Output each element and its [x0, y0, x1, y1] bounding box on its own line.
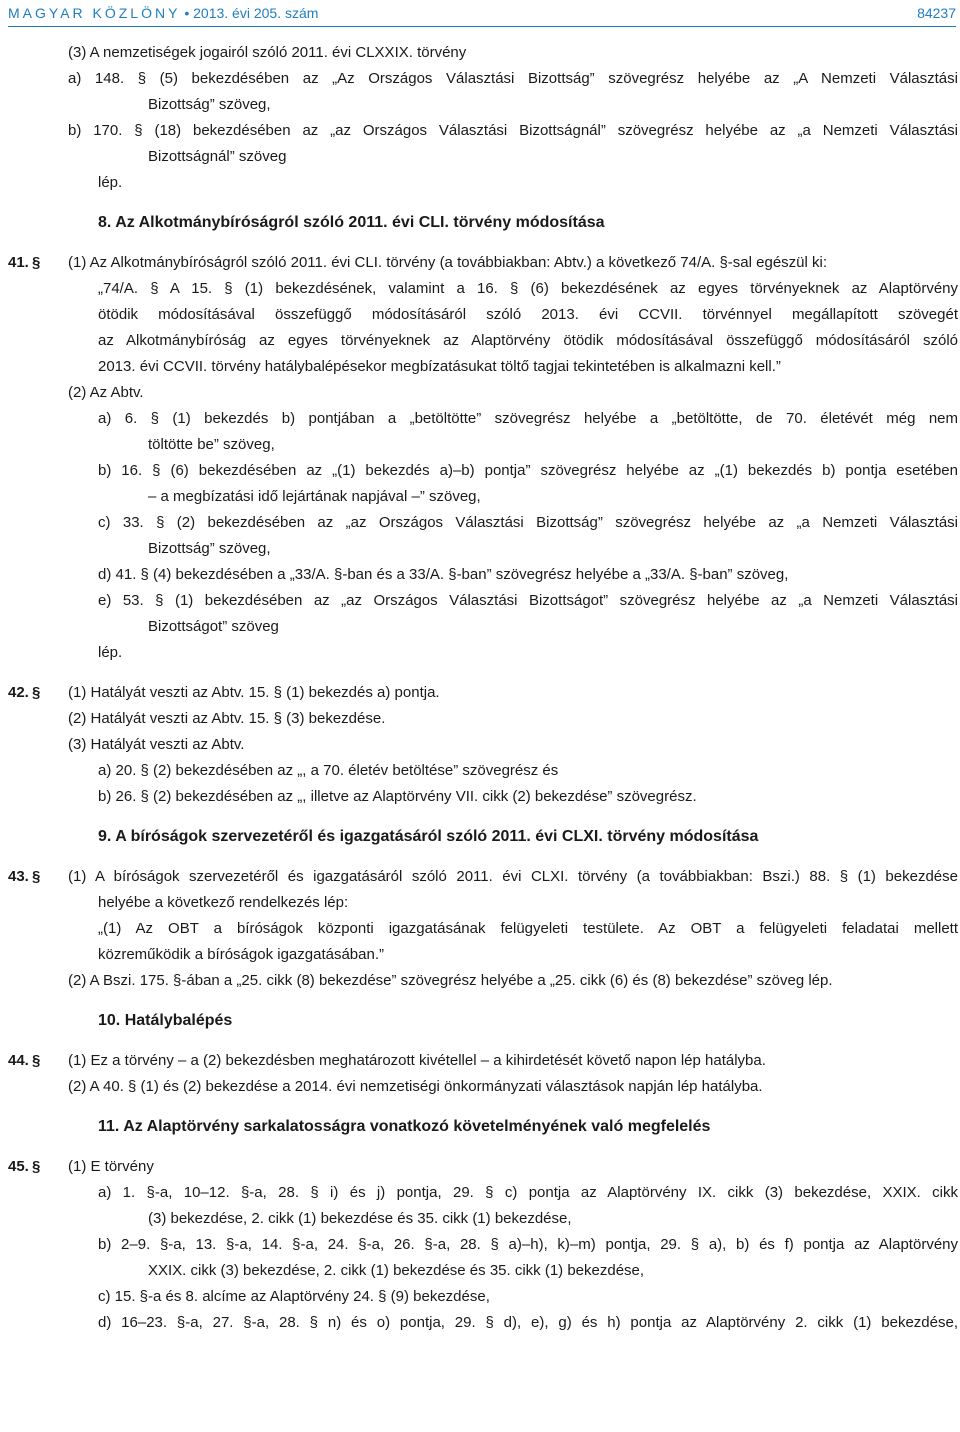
text-line [8, 732, 958, 758]
line-text: d) 41. § (4) bekezdésében a „33/A. §-ban és a 33/A. §-ban” szövegrész helyébe a „33/A. §-ban” szöveg, [98, 566, 789, 583]
line-text: 11. Az Alaptörvény sarkalatosságra vonatkozó követelményének való megfelelés [98, 1118, 711, 1135]
text-line [8, 170, 958, 196]
text-line [8, 144, 958, 170]
section-number: 42. [8, 684, 29, 701]
line-text: lép. [98, 644, 123, 661]
text-line [8, 458, 958, 484]
text-line [8, 588, 958, 614]
section-heading [8, 1008, 958, 1034]
paragraph-gap [8, 1034, 958, 1048]
line-text: Bizottságnál” szöveg [148, 148, 287, 165]
paragraph-gap [8, 850, 958, 864]
line-text: (3) bekezdése, 2. cikk (1) bekezdése és 35. cikk (1) bekezdése, [148, 1210, 572, 1227]
paragraph-gap [8, 1100, 958, 1114]
line-text: (2) Az Abtv. [68, 384, 144, 401]
line-text: a) 6. § (1) bekezdés b) pontjában a „betöltötte” szövegrész helyébe a „betöltötte, de 70. életévét még nem [98, 410, 958, 427]
section-number: 43. [8, 868, 29, 885]
line-text: (1) Ez a törvény – a (2) bekezdésben meghatározott kivétellel – a kihirdetését követő napon lép hatályba. [68, 1052, 766, 1069]
paragraph-gap [8, 1140, 958, 1154]
line-text: (2) Hatályát veszti az Abtv. 15. § (3) bekezdése. [68, 710, 386, 727]
section-heading [8, 210, 958, 236]
line-text: b) 16. § (6) bekezdésében az „(1) bekezdés a)–b) pontja” szövegrész helyébe az „(1) bekezdés b) pontja esetében [98, 462, 958, 479]
line-text: 2013. évi CCVII. törvény hatálybalépésekor megbízatásukat töltő tagjai tekintetében is alkalmazni kell.” [98, 358, 781, 375]
line-text: e) 53. § (1) bekezdésében az „az Országos Választási Bizottságot” szövegrész helyébe az „a Nemzeti Választási [98, 592, 958, 609]
line-text: közreműködik a bíróságok igazgatásában.” [98, 946, 384, 963]
line-text: c) 15. §-a és 8. alcíme az Alaptörvény 24. § (9) bekezdése, [98, 1288, 490, 1305]
text-line [8, 1048, 958, 1074]
line-text: lép. [98, 174, 123, 191]
line-text: b) 26. § (2) bekezdésében az „, illetve az Alaptörvény VII. cikk (2) bekezdése” szövegrész. [98, 788, 697, 805]
section-heading [8, 1114, 958, 1140]
journal-title: MAGYAR KÖZLÖNY [8, 5, 181, 21]
line-text: helyébe a következő rendelkezés lép: [98, 894, 349, 911]
line-text: – a megbízatási idő lejártának napjával –” szöveg, [148, 488, 481, 505]
text-line [8, 1074, 958, 1100]
paragraph-gap [8, 994, 958, 1008]
text-line [8, 1284, 958, 1310]
text-line [8, 1258, 958, 1284]
text-line [8, 406, 958, 432]
text-line [8, 968, 958, 994]
line-text: d) 16–23. §-a, 27. §-a, 28. § n) és o) pontja, 29. § d), e), g) és h) pontja az Alaptörvény 2. cikk (1) bekezdése, [98, 1314, 958, 1331]
text-line [8, 1180, 958, 1206]
text-line [8, 328, 958, 354]
section-sign: § [32, 1158, 41, 1175]
line-text: (1) Az Alkotmánybíróságról szóló 2011. évi CLI. törvény (a továbbiakban: Abtv.) a következő 74/A. §-sal egészül ki: [68, 254, 828, 271]
text-line [8, 1154, 958, 1180]
header-rule [8, 26, 956, 27]
line-text: Bizottságot” szöveg [148, 618, 279, 635]
line-text: Bizottság” szöveg, [148, 96, 271, 113]
issue-label: • 2013. évi 205. szám [184, 5, 319, 21]
line-text: (3) Hatályát veszti az Abtv. [68, 736, 245, 753]
line-text: (1) A bíróságok szervezetéről és igazgatásáról szóló 2011. évi CLXI. törvény (a továbbiakban: Bszi.) 88. § (1) bekezdése [68, 868, 958, 885]
text-line [8, 758, 958, 784]
text-line [8, 1232, 958, 1258]
text-line [8, 380, 958, 406]
section-number: 45. [8, 1158, 29, 1175]
text-line [8, 706, 958, 732]
paragraph-gap [8, 236, 958, 250]
text-line [8, 864, 958, 890]
text-line [8, 680, 958, 706]
text-line [8, 510, 958, 536]
text-line [8, 916, 958, 942]
line-text: a) 1. §-a, 10–12. §-a, 28. § i) és j) pontja, 29. § c) pontja az Alaptörvény IX. cikk (3) bekezdése, XXIX. cikk [98, 1184, 958, 1201]
text-line [8, 484, 958, 510]
line-text: „74/A. § A 15. § (1) bekezdésének, valamint a 16. § (6) bekezdésének az egyes törvényeknek az Alaptörvény [98, 280, 958, 297]
line-text: (1) Hatályát veszti az Abtv. 15. § (1) bekezdés a) pontja. [68, 684, 440, 701]
section-sign: § [32, 684, 41, 701]
line-text: a) 148. § (5) bekezdésében az „Az Országos Választási Bizottság” szövegrész helyébe az „A Nemzeti Választási [68, 70, 958, 87]
paragraph-gap [8, 196, 958, 210]
section-heading [8, 824, 958, 850]
line-text: „(1) Az OBT a bíróságok központi igazgatásának felügyeleti testülete. Az OBT a felügyeleti feladatai mellett [98, 920, 958, 937]
text-line [8, 942, 958, 968]
text-line [8, 614, 958, 640]
text-line [8, 536, 958, 562]
text-line [8, 784, 958, 810]
line-text: (3) A nemzetiségek jogairól szóló 2011. évi CLXXIX. törvény [68, 44, 467, 61]
journal-header [8, 0, 318, 26]
line-text: Bizottság” szöveg, [148, 540, 271, 557]
line-text: 10. Hatálybalépés [98, 1012, 233, 1029]
text-line [8, 1310, 958, 1336]
text-line [8, 118, 958, 144]
line-text: b) 170. § (18) bekezdésében az „az Országos Választási Bizottságnál” szövegrész helyébe az „a Nemzeti Választási [68, 122, 958, 139]
line-text: a) 20. § (2) bekezdésében az „, a 70. életév betöltése” szövegrész és [98, 762, 559, 779]
section-number: 44. [8, 1052, 29, 1069]
text-line [8, 276, 958, 302]
text-line [8, 890, 958, 916]
page-number: 84237 [917, 5, 956, 21]
text-line [8, 354, 958, 380]
line-text: 8. Az Alkotmánybíróságról szóló 2011. évi CLI. törvény módosítása [98, 214, 605, 231]
line-text: az Alkotmánybíróság az egyes törvényeknek az Alaptörvény ötödik módosításával összefüggő módosításáról szóló [98, 332, 958, 349]
text-line [8, 40, 958, 66]
paragraph-gap [8, 666, 958, 680]
section-sign: § [32, 254, 41, 271]
text-line [8, 302, 958, 328]
text-line [8, 92, 958, 118]
line-text: c) 33. § (2) bekezdésében az „az Országos Választási Bizottság” szövegrész helyébe az „a Nemzeti Választási [98, 514, 958, 531]
text-line [8, 66, 958, 92]
line-text: (2) A Bszi. 175. §-ában a „25. cikk (8) bekezdése” szövegrész helyébe a „25. cikk (6) és (8) bekezdése” szöveg lép. [68, 972, 833, 989]
text-line [8, 250, 958, 276]
line-text: ötödik módosításával összefüggő módosításáról szóló 2013. évi CCVII. törvénnyel megállapított szövegét [98, 306, 958, 323]
line-text: b) 2–9. §-a, 13. §-a, 14. §-a, 24. §-a, 26. §-a, 28. § a)–h), k)–m) pontja, 29. § a), b) és f) pontja az Alaptörvény [98, 1236, 958, 1253]
text-line [8, 1206, 958, 1232]
section-sign: § [32, 868, 41, 885]
text-line [8, 432, 958, 458]
text-line [8, 640, 958, 666]
line-text: töltötte be” szöveg, [148, 436, 275, 453]
paragraph-gap [8, 810, 958, 824]
line-text: (1) E törvény [68, 1158, 154, 1175]
text-line [8, 562, 958, 588]
line-text: (2) A 40. § (1) és (2) bekezdése a 2014. évi nemzetiségi önkormányzati választások napján lép hatályba. [68, 1078, 763, 1095]
document-body [8, 40, 958, 1336]
section-number: 41. [8, 254, 29, 271]
line-text: XXIX. cikk (3) bekezdése, 2. cikk (1) bekezdése és 35. cikk (1) bekezdése, [148, 1262, 645, 1279]
line-text: 9. A bíróságok szervezetéről és igazgatásáról szóló 2011. évi CLXI. törvény módosítása [98, 828, 759, 845]
page-header [0, 0, 960, 24]
section-sign: § [32, 1052, 41, 1069]
